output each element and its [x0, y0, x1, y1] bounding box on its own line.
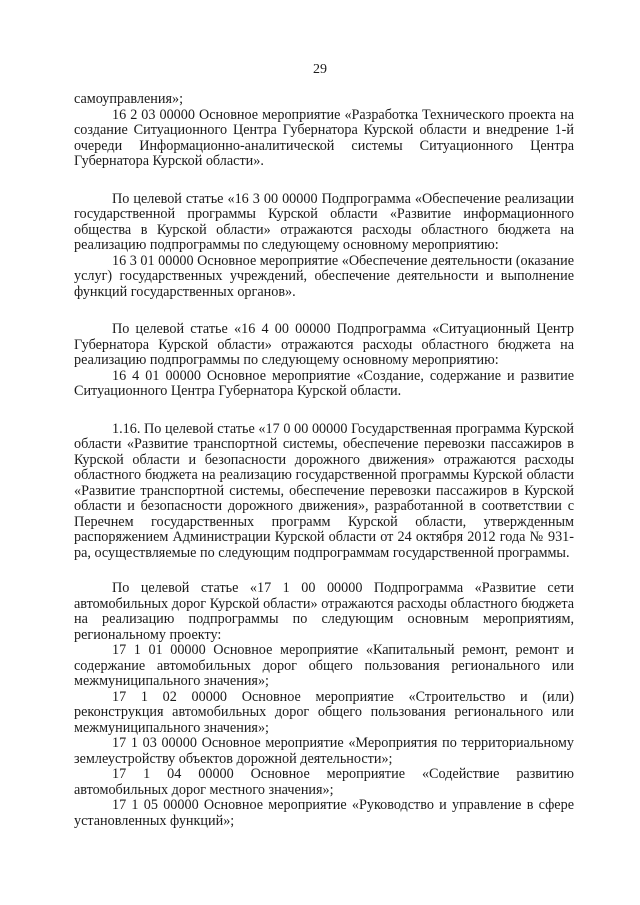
paragraph: самоуправления»;: [74, 91, 184, 107]
paragraph: 16 4 01 00000 Основное мероприятие «Создание, содержание и развитие Ситуационного Центра Губернатора Курской области.: [74, 367, 574, 399]
paragraph: По целевой статье «16 3 00 00000 Подпрограмма «Обеспечение реализации государственной программы Курской области «Развитие информационного общества в Курской области» отражаются расходы областного бюджета на реализацию подпрограммы по следующему основному мероприятию:: [74, 190, 574, 253]
paragraph: 1.16. По целевой статье «17 0 00 00000 Государственная программа Курской области «Развитие транспортной системы, обеспечение перевозки пассажиров в Курской области и безопасности дорожного движения» отражаются расходы областного бюджета на реализацию государственной программы Курской области «Развитие транспортной системы, обеспечение перевозки пассажиров в Курской области и безопасности дорожного движения», разработанной в соответствии с Перечнем государственных программ Курской области, утвержденным распоряжением Администрации Курской области от 24 октября 2012 года № 931-ра, осуществляемые по следующим подпрограммам государственной программы.: [74, 420, 574, 561]
page-number: 29: [313, 62, 327, 77]
document-body: [74, 92, 574, 829]
paragraph: 17 1 03 00000 Основное мероприятие «Мероприятия по территориальному землеустройству объектов дорожной деятельности»;: [74, 735, 574, 767]
paragraph: 16 3 01 00000 Основное мероприятие «Обеспечение деятельности (оказание услуг) государственных учреждений, обеспечение деятельности и выполнение функций государственных органов».: [74, 252, 574, 300]
paragraph: По целевой статье «17 1 00 00000 Подпрограмма «Развитие сети автомобильных дорог Курской области» отражаются расходы областного бюджета на реализацию подпрограммы по следующим основным мероприятиям, региональному проекту:: [74, 580, 574, 643]
paragraph: 16 2 03 00000 Основное мероприятие «Разработка Технического проекта на создание Ситуационного Центра Губернатора Курской области и внедрение 1-й очереди Информационно-аналитической системы Ситуационного Центра Губернатора Курской области».: [74, 106, 574, 169]
paragraph: 17 1 02 00000 Основное мероприятие «Строительство и (или) реконструкция автомобильных дорог общего пользования регионального или межмуниципального значения»;: [74, 688, 574, 736]
paragraph: 17 1 01 00000 Основное мероприятие «Капитальный ремонт, ремонт и содержание автомобильных дорог общего пользования регионального или межмуниципального значения»;: [74, 642, 574, 689]
paragraph: 17 1 04 00000 Основное мероприятие «Содействие развитию автомобильных дорог местного значения»;: [74, 766, 574, 798]
paragraph: По целевой статье «16 4 00 00000 Подпрограмма «Ситуационный Центр Губернатора Курской области» отражаются расходы областного бюджета на реализацию подпрограммы по следующему основному мероприятию:: [74, 321, 574, 368]
paragraph: 17 1 05 00000 Основное мероприятие «Руководство и управление в сфере установленных функций»;: [74, 797, 574, 829]
